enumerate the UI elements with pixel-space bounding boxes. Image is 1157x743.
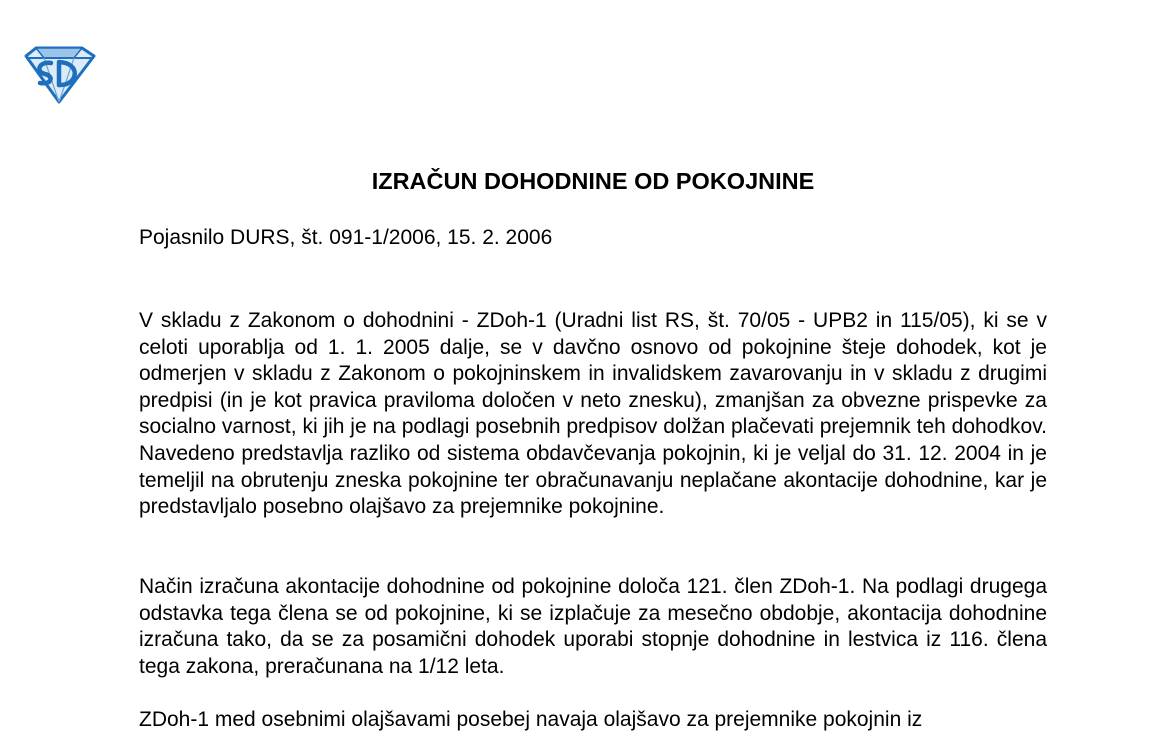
paragraph-3: ZDoh-1 med osebnimi olajšavami posebej navaja olajšavo za prejemnike pokojnin iz	[139, 708, 923, 731]
document-subtitle: Pojasnilo DURS, št. 091-1/2006, 15. 2. 2006	[139, 226, 553, 249]
paragraph-1: V skladu z Zakonom o dohodnini - ZDoh-1 (Uradni list RS, št. 70/05 - UPB2 in 115/05), ki se v celoti uporablja od 1. 1. 2005 dalje, se v davčno osnovo od pokojnine šteje dohodek, kot je odmerjen v skladu z Zakonom o pokojninskem in invalidskem zavarovanju in v skladu z drugimi predpisi (in je kot pravica praviloma določen v neto znesku), zmanjšan za obvezne prispevke za socialno varnost, ki jih je na podlagi posebnih predpisov dolžan plačevati prejemnik teh dohodkov. Navedeno predstavlja razliko od sistema obdavčevanja pokojnin, ki je veljal do 31. 12. 2004 in je temeljil na obrutenju zneska pokojnine ter obračunavanju neplačane akontacije dohodnine, kar je predstavljalo posebno olajšavo za prejemnike pokojnine.	[139, 309, 1047, 519]
sd-diamond-logo-icon	[22, 46, 96, 104]
document-title: IZRAČUN DOHODNINE OD POKOJNINE	[371, 168, 815, 194]
paragraph-2: Način izračuna akontacije dohodnine od pokojnine določa 121. člen ZDoh-1. Na podlagi drugega odstavka tega člena se od pokojnine, ki se izplačuje za mesečno obdobje, akontacija dohodnine izračuna tako, da se za posamični dohodek uporabi stopnje dohodnine in lestvica iz 116. člena tega zakona, preračunana na 1/12 leta.	[139, 575, 1047, 678]
